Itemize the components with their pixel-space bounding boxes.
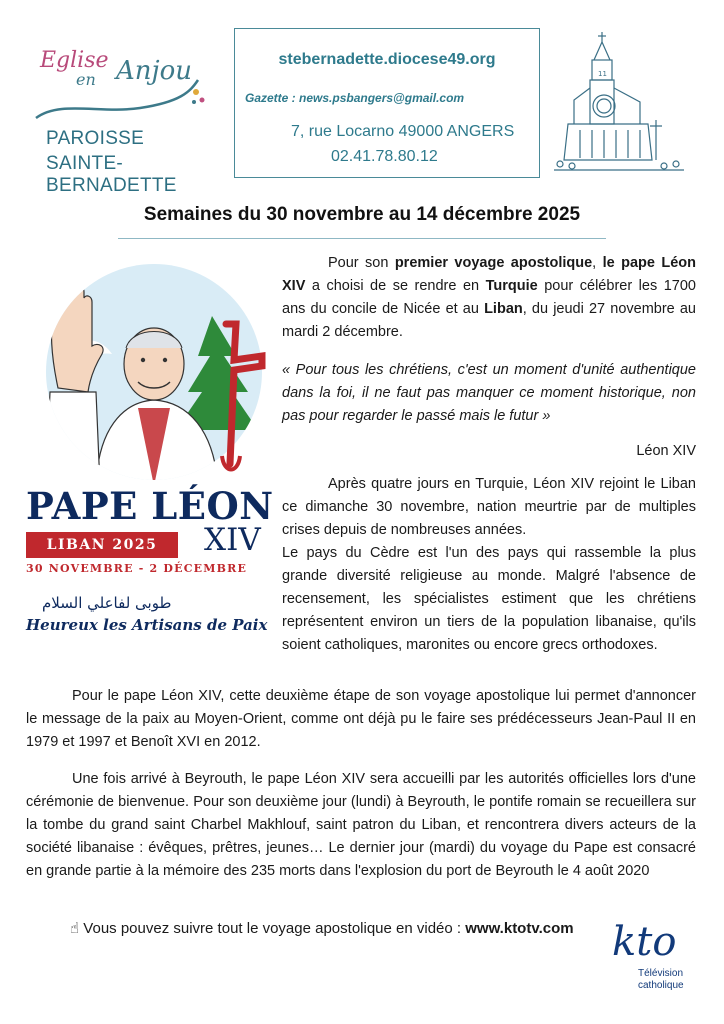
contact-box	[234, 28, 540, 178]
eglise-en-anjou-logo	[30, 40, 220, 196]
logo-word-en: en	[76, 70, 96, 89]
paragraph-beirut: Une fois arrivé à Beyrouth, le pape Léon XIV sera accueilli par les autorités officielles lors d'une cérémonie de bienvenue. Pour son deuxième jour (lundi) à Beyrouth, le pontife romain se recueillera sur la tombe du grand saint Charbel Makhlouf, saint patron du Liban, et rencontrera divers acteurs de la société libanaise : évêques, prêtres, jeunes… Le dernier jour (mardi) du voyage du Pape est consacré en grande partie à la mémoire des 235 morts dans l'explosion du port de Beyrouth le 4 août 2020	[26, 771, 696, 879]
paragraph-second-stage: Pour le pape Léon XIV, cette deuxième étape de son voyage apostolique lui permet d'annoncer le message de la paix au Moyen-Orient, comme ont déjà pu le faire ses prédécesseurs Jean-Paul II en 1979 et 1997 et Benoît XVI en 2012.	[26, 688, 696, 750]
logo-word-anjou: Anjou	[116, 56, 192, 86]
pope-leon-title: PAPE LÉON	[26, 484, 274, 528]
church-clock-label: 11	[598, 70, 607, 78]
french-motto: Heureux les Artisans de Paix	[26, 616, 268, 634]
kto-logo	[604, 919, 704, 995]
intro-paragraph: Pour son premier voyage apostolique, le pape Léon XIV a choisi de se rendre en Turquie pour célébrer les 1700 ans du concile de Nicée et au Liban, du jeudi 27 novembre au mardi 2 décembre.	[282, 255, 696, 340]
liban-2025-band: LIBAN 2025	[26, 532, 178, 558]
paragraph-lebanon: Le pays du Cèdre est l'un des pays qui rassemble la plus grande diversité religieuse au monde. Malgré l'absence de recensement, les spécialistes estiment que les chrétiens représentent environ un tiers de la population libanaise, qu'ils soient catholiques, maronites ou encore grecs orthodoxes.	[282, 545, 696, 653]
paragraph-arrival: Après quatre jours en Turquie, Léon XIV rejoint le Liban ce dimanche 30 novembre, nation meurtrie par de multiples crises depuis de nombreuses années.	[282, 476, 696, 538]
church-icon	[544, 30, 694, 180]
quote-author: Léon XIV	[636, 443, 696, 459]
follow-text: Vous pouvez suivre tout le voyage apostolique en vidéo :	[79, 920, 466, 937]
pope-portrait-icon	[26, 260, 272, 486]
follow-line	[70, 919, 574, 937]
parish-name-line1: PAROISSE	[46, 128, 145, 149]
pope-leon-visual	[26, 260, 272, 640]
parish-phone: 02.41.78.80.12	[331, 148, 438, 165]
parish-address: 7, rue Locarno 49000 ANGERS	[291, 123, 515, 140]
logo-swoosh-icon	[30, 40, 220, 130]
parish-name-line2: SAINTE-BERNADETTE	[46, 153, 177, 196]
kto-subtitle-line1: Télévision	[638, 968, 684, 979]
kto-subtitle-line2: catholique	[638, 980, 684, 991]
logo-word-eglise: Eglise	[40, 48, 109, 73]
church-illustration	[544, 30, 694, 180]
gazette-email[interactable]: Gazette : news.psbangers@gmail.com	[245, 91, 465, 105]
title-underline	[118, 238, 606, 239]
ktotv-link[interactable]: www.ktotv.com	[465, 920, 574, 937]
arabic-motto: طوبى لفاعلي السلام	[42, 594, 172, 612]
trip-dates: 30 NOVEMBRE - 2 DÉCEMBRE	[26, 562, 248, 575]
website-link[interactable]: stebernadette.diocese49.org	[278, 51, 496, 68]
pope-quote: « Pour tous les chrétiens, c'est un moment d'unité authentique dans la foi, il ne faut pas manquer ce moment historique, non pas pour regarder le passé mais le futur »	[282, 362, 696, 424]
pointing-hand-icon: ☝	[70, 920, 80, 937]
pope-number: XIV	[204, 522, 261, 558]
bottom-text	[26, 685, 696, 883]
right-column-text	[282, 252, 696, 657]
kto-wordmark: kto	[612, 919, 677, 965]
page-title: Semaines du 30 novembre au 14 décembre 2025	[143, 204, 581, 225]
